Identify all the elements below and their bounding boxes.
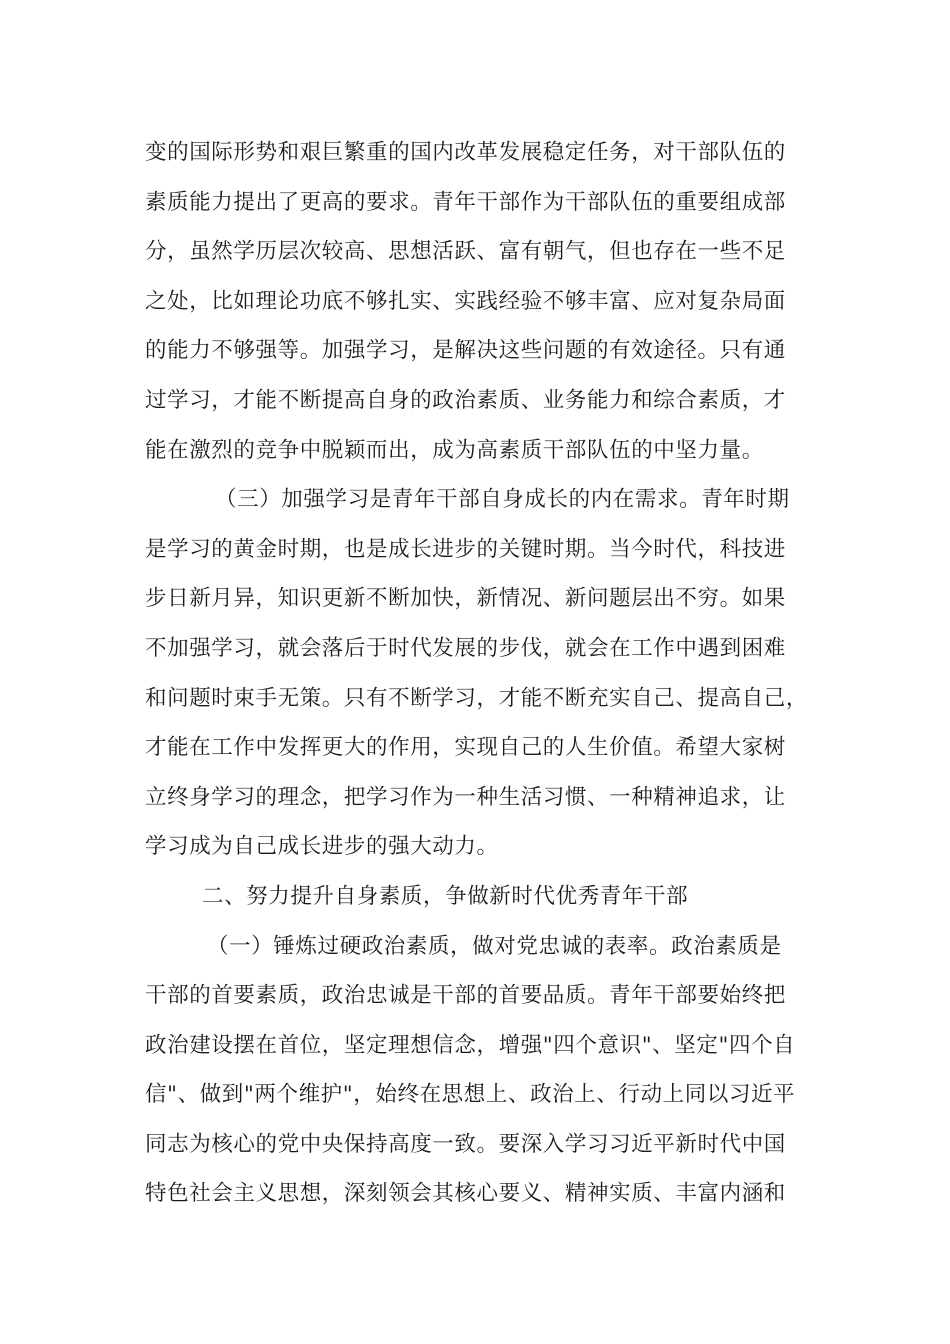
text-line: 特色社会主义思想，深刻领会其核心要义、精神实质、丰富内涵和 (145, 1181, 786, 1207)
text-line: 不加强学习，就会落后于时代发展的步伐，就会在工作中遇到困难 (145, 635, 786, 661)
text-line: 同志为核心的党中央保持高度一致。要深入学习习近平新时代中国 (145, 1131, 786, 1157)
text-line: 信"、做到"两个维护"，始终在思想上、政治上、行动上同以习近平 (145, 1082, 796, 1108)
paragraph-section-one (145, 922, 825, 1220)
text-line: （一）锤炼过硬政治素质，做对党忠诚的表率。政治素质是 (207, 933, 782, 959)
paragraph-section-three (145, 475, 825, 872)
text-line: 学习成为自己成长进步的强大动力。 (145, 834, 499, 860)
heading-text: 二、努力提升自身素质，争做新时代优秀青年干部 (202, 883, 689, 909)
section-heading (145, 872, 825, 922)
text-line: 素质能力提出了更高的要求。青年干部作为干部队伍的重要组成部 (145, 189, 786, 215)
text-line: 才能在工作中发挥更大的作用，实现自己的人生价值。希望大家树 (145, 735, 786, 761)
text-line: 的能力不够强等。加强学习，是解决这些问题的有效途径。只有通 (145, 338, 786, 364)
text-line: 变的国际形势和艰巨繁重的国内改革发展稳定任务，对干部队伍的 (145, 140, 786, 165)
text-line: 是学习的黄金时期，也是成长进步的关键时期。当今时代，科技进 (145, 536, 786, 562)
text-line: 过学习，才能不断提高自身的政治素质、业务能力和综合素质，才 (145, 387, 786, 413)
text-line: 分，虽然学历层次较高、思想活跃、富有朝气，但也存在一些不足 (145, 239, 786, 265)
text-line: 政治建设摆在首位，坚定理想信念，增强"四个意识"、坚定"四个自 (145, 1032, 796, 1058)
text-line: 之处，比如理论功底不够扎实、实践经验不够丰富、应对复杂局面 (145, 288, 786, 314)
paragraph-continuation (145, 128, 825, 475)
text-line: 干部的首要素质，政治忠诚是干部的首要品质。青年干部要始终把 (145, 983, 786, 1009)
text-line: 和问题时束手无策。只有不断学习，才能不断充实自己、提高自己， (145, 685, 809, 711)
text-line: 步日新月异，知识更新不断加快，新情况、新问题层出不穷。如果 (145, 586, 786, 612)
document-body (145, 128, 825, 1219)
text-line: （三）加强学习是青年干部自身成长的内在需求。青年时期 (215, 487, 790, 513)
text-line: 能在激烈的竞争中脱颖而出，成为高素质干部队伍的中坚力量。 (145, 437, 764, 463)
text-line: 立终身学习的理念，把学习作为一种生活习惯、一种精神追求，让 (145, 784, 786, 810)
